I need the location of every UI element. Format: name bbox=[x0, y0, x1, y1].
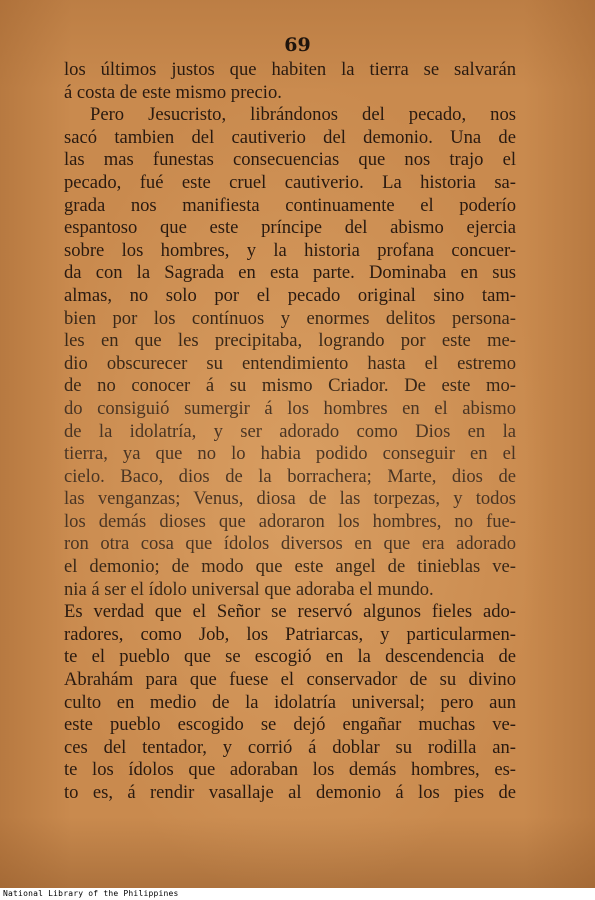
text-line: pecado, fué este cruel cautiverio. La historia sa- bbox=[64, 171, 516, 193]
body-text bbox=[64, 59, 516, 805]
text-line: sobre los hombres, y la historia profana concuer- bbox=[64, 239, 516, 261]
text-line: te el pueblo que se escogió en la descendencia de bbox=[64, 646, 516, 668]
text-line: bien por los contínuos y enormes delitos persona- bbox=[64, 307, 516, 329]
text-line: Es verdad que el Señor se reservó algunos fieles ado- bbox=[64, 601, 516, 623]
library-credit: National Library of the Philippines bbox=[3, 889, 179, 898]
text-line: do consiguió sumergir á los hombres en el abismo bbox=[64, 397, 516, 419]
text-line: da con la Sagrada en esta parte. Dominaba en sus bbox=[64, 262, 516, 284]
text-line: el demonio; de modo que este angel de tinieblas ve- bbox=[64, 556, 516, 578]
text-line: Pero Jesucristo, librándonos del pecado, nos bbox=[90, 104, 516, 126]
text-line: los últimos justos que habiten la tierra se salvarán bbox=[64, 59, 516, 80]
text-line: espantoso que este príncipe del abismo ejercia bbox=[64, 217, 516, 239]
text-line: las mas funestas consecuencias que nos trajo el bbox=[64, 149, 516, 171]
text-line: las venganzas; Venus, diosa de las torpezas, y todos bbox=[64, 488, 516, 510]
text-line: radores, como Job, los Patriarcas, y particularmen- bbox=[64, 623, 516, 645]
text-line: cielo. Baco, dios de la borrachera; Marte, dios de bbox=[64, 465, 516, 487]
text-line: almas, no solo por el pecado original sino tam- bbox=[64, 284, 516, 306]
text-line: to es, á rendir vasallaje al demonio á los pies de bbox=[64, 782, 516, 803]
page-number: 69 bbox=[284, 34, 311, 56]
text-line: dio obscurecer su entendimiento hasta el estremo bbox=[64, 352, 516, 374]
text-line: grada nos manifiesta continuamente el poderío bbox=[64, 194, 516, 216]
text-line: culto en medio de la idolatría universal; pero aun bbox=[64, 691, 516, 713]
text-line: de la idolatría, y ser adorado como Dios en la bbox=[64, 420, 516, 442]
text-line: á costa de este mismo precio. bbox=[64, 81, 282, 103]
text-line: este pueblo escogido se dejó engañar muchas ve- bbox=[64, 714, 516, 736]
text-line: tierra, ya que no lo habia podido conseguir en el bbox=[64, 443, 516, 465]
text-line: ces del tentador, y corrió á doblar su rodilla an- bbox=[64, 736, 516, 758]
text-line: nia á ser el ídolo universal que adoraba el mundo. bbox=[64, 578, 434, 600]
text-line: les en que les precipitaba, logrando por este me- bbox=[64, 330, 516, 352]
text-line: los demás dioses que adoraron los hombres, no fue- bbox=[64, 510, 516, 532]
text-line: de no conocer á su mismo Criador. De este mo- bbox=[64, 375, 516, 397]
text-line: Abrahám para que fuese el conservador de su divino bbox=[64, 669, 516, 691]
text-line: sacó tambien del cautiverio del demonio. Una de bbox=[64, 126, 516, 148]
text-line: ron otra cosa que ídolos diversos en que era adorado bbox=[64, 533, 516, 555]
text-line: te los ídolos que adoraban los demás hombres, es- bbox=[64, 759, 516, 781]
